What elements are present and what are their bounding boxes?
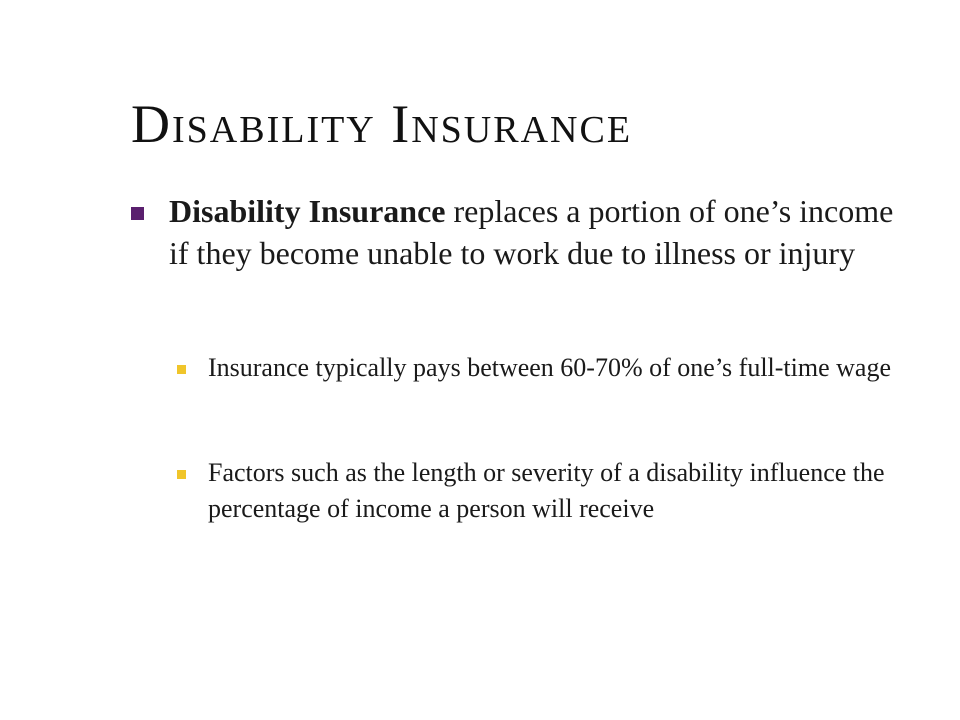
bullet-bold-term: Disability Insurance (169, 193, 446, 229)
bullet-text (169, 190, 911, 274)
sub-bullet-text: Factors such as the length or severity of a disability influence the percentage of income a person will receive (208, 458, 885, 523)
bullet-level-1 (131, 190, 911, 274)
bullet-body: replaces a portion of one’s income if they become unable to work due to illness or injury (169, 193, 894, 271)
slide-title: Disability Insurance (131, 94, 633, 154)
square-bullet-icon (131, 207, 144, 220)
sub-bullet (177, 350, 917, 386)
square-bullet-icon (177, 470, 186, 479)
sub-bullet (177, 455, 917, 527)
sub-bullet-text: Insurance typically pays between 60-70% of one’s full-time wage (208, 353, 891, 382)
square-bullet-icon (177, 365, 186, 374)
